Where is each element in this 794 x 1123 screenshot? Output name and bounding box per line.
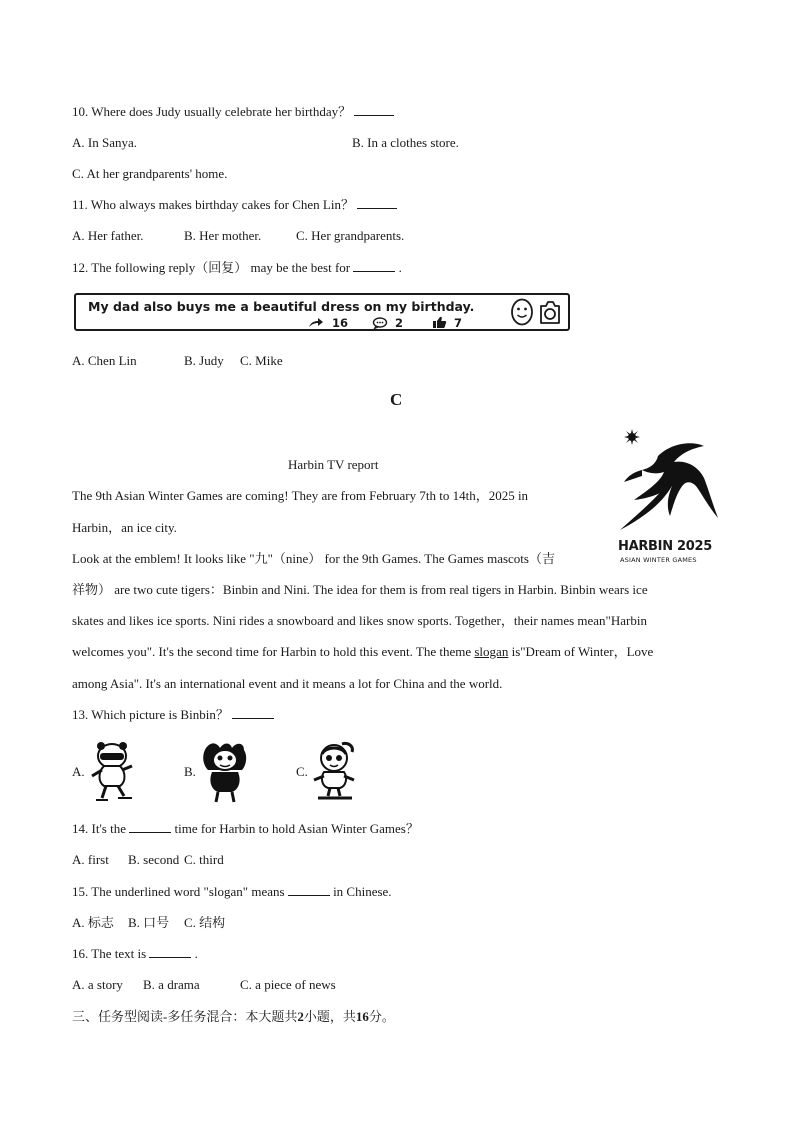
emblem-logo-icon bbox=[612, 426, 724, 538]
q15-option-b: B. 口号 bbox=[128, 915, 170, 930]
q12-question: 12. The following reply（回复） may be the best for . bbox=[72, 260, 402, 275]
q12-option-a: A. Chen Lin bbox=[72, 353, 137, 368]
q13-question: 13. Which picture is Binbin？ bbox=[72, 707, 274, 723]
comment-count: 2 bbox=[372, 316, 403, 330]
q16-question: 16. The text is . bbox=[72, 946, 198, 961]
article-para1-line1: The 9th Asian Winter Games are coming! They are from February 7th to 14th，2025 in bbox=[72, 488, 529, 503]
answer-blank[interactable] bbox=[129, 821, 171, 833]
smiley-face-icon bbox=[510, 298, 534, 326]
article-para2-line5: among Asia". It's an international event and it means a lot for China and the world. bbox=[72, 676, 503, 691]
q11-question: 11. Who always makes birthday cakes for Chen Lin？ bbox=[72, 197, 397, 213]
article-title: Harbin TV report bbox=[288, 457, 379, 472]
dragon-mascot-icon bbox=[198, 738, 252, 804]
q14-option-c: C. third bbox=[184, 852, 224, 867]
article-para2-line3: skates and likes ice sports. Nini rides a snowboard and likes snow sports. Together，their names mean"Harbin bbox=[72, 613, 647, 628]
emblem-title: HARBIN 2025 bbox=[618, 539, 712, 554]
q11-option-c: C. Her grandparents. bbox=[296, 228, 405, 243]
answer-blank[interactable] bbox=[353, 260, 395, 272]
q16-option-c: C. a piece of news bbox=[240, 977, 336, 992]
answer-blank[interactable] bbox=[354, 104, 394, 116]
like-count: 7 bbox=[432, 316, 462, 330]
q10-option-c: C. At her grandparents' home. bbox=[72, 166, 228, 181]
q10-question: 10. Where does Judy usually celebrate her birthday？ bbox=[72, 104, 394, 120]
tiger-mascot-skater-icon bbox=[86, 740, 140, 804]
q10-option-b: B. In a clothes store. bbox=[352, 135, 459, 150]
section-heading: C bbox=[390, 390, 403, 409]
q14-question: 14. It's the time for Harbin to hold Asian Winter Games？ bbox=[72, 821, 419, 836]
emblem-subtitle: ASIAN WINTER GAMES bbox=[620, 556, 697, 564]
underlined-word-slogan: slogan bbox=[474, 644, 509, 659]
article-para2-line4: welcomes you". It's the second time for Harbin to hold this event. The theme slogan is"Dream of Winter，Love bbox=[72, 644, 654, 659]
share-arrow-icon bbox=[308, 317, 324, 328]
article-para2-line2: 祥物） are two cute tigers：Binbin and Nini. The idea for them is from real tigers in Harbin. Binbin wears ice bbox=[72, 582, 648, 597]
q12-option-b: B. Judy bbox=[184, 353, 224, 368]
q13-option-b-label: B. bbox=[184, 764, 196, 779]
post-text: My dad also buys me a beautiful dress on my birthday. bbox=[88, 299, 475, 314]
q11-option-a: A. Her father. bbox=[72, 228, 144, 243]
q15-question: 15. The underlined word "slogan" means in Chinese. bbox=[72, 884, 392, 899]
share-count: 16 bbox=[308, 316, 348, 330]
comment-bubble-icon bbox=[372, 317, 388, 329]
social-post-card bbox=[74, 293, 570, 331]
q13-option-c-label: C. bbox=[296, 764, 308, 779]
harbin-2025-emblem bbox=[612, 426, 724, 568]
answer-blank[interactable] bbox=[232, 707, 274, 719]
q15-option-c: C. 结构 bbox=[184, 915, 226, 930]
section3-heading: 三、任务型阅读-多任务混合：本大题共2小题，共16分。 bbox=[72, 1009, 395, 1024]
q16-option-a: A. a story bbox=[72, 977, 123, 992]
q11-option-b: B. Her mother. bbox=[184, 228, 262, 243]
q14-option-a: A. first bbox=[72, 852, 109, 867]
answer-blank[interactable] bbox=[149, 946, 191, 958]
q16-option-b: B. a drama bbox=[143, 977, 200, 992]
article-para1-line2: Harbin，an ice city. bbox=[72, 520, 177, 535]
answer-blank[interactable] bbox=[288, 884, 330, 896]
camera-icon bbox=[538, 298, 562, 326]
q14-option-b: B. second bbox=[128, 852, 180, 867]
q10-option-a: A. In Sanya. bbox=[72, 135, 137, 150]
article-para2-line1: Look at the emblem! It looks like "九"（nine） for the 9th Games. The Games mascots（吉 bbox=[72, 551, 555, 566]
q13-option-a-label: A. bbox=[72, 764, 85, 779]
tiger-mascot-snowboarder-icon bbox=[308, 740, 362, 802]
answer-blank[interactable] bbox=[357, 197, 397, 209]
q15-option-a: A. 标志 bbox=[72, 915, 114, 930]
thumbs-up-icon bbox=[432, 316, 447, 329]
q12-option-c: C. Mike bbox=[240, 353, 283, 368]
